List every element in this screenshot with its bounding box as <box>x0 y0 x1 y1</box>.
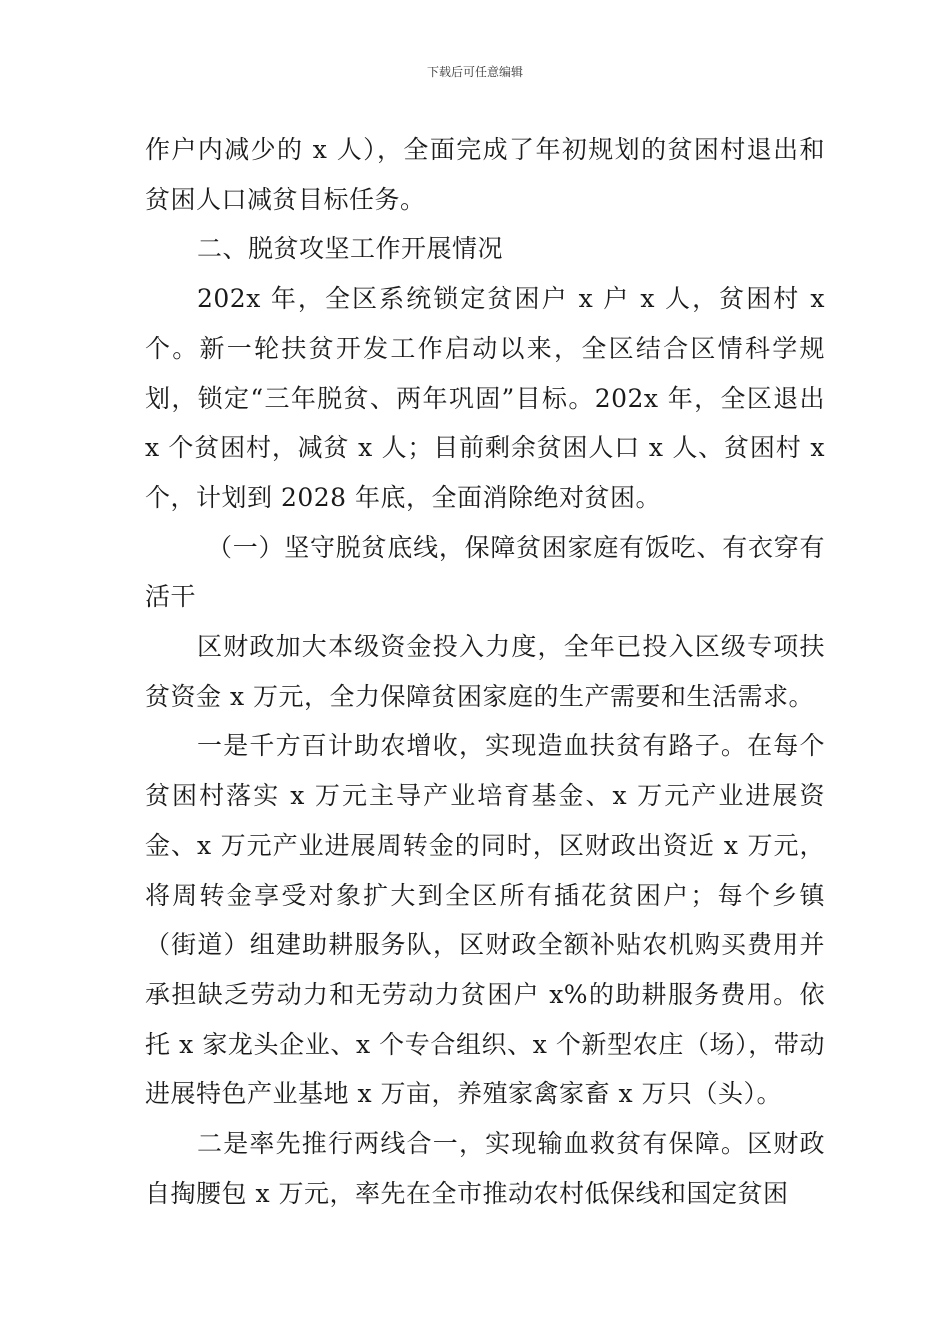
paragraph-point-one: 一是千方百计助农增收，实现造血扶贫有路子。在每个贫困村落实 x 万元主导产业培育基金、x 万元产业进展资金、x 万元产业进展周转金的同时，区财政出资近 x 万元，将周转金享受对象扩大到全区所有插花贫困户；每个乡镇（街道）组建助耕服务队，区财政全额补贴农机购买费用并承担缺乏劳动力和无劳动力贫困户 x%的助耕服务费用。依托 x 家龙头企业、x 个专合组织、x 个新型农庄（场），带动进展特色产业基地 x 万亩，养殖家禽家畜 x 万只（头）。 <box>145 731 825 1109</box>
paragraph-funding: 区财政加大本级资金投入力度，全年已投入区级专项扶贫资金 x 万元，全力保障贫困家庭的生产需要和生活需求。 <box>145 632 825 711</box>
section-heading: 二、脱贫攻坚工作开展情况 <box>197 234 504 264</box>
document-body <box>145 125 825 1218</box>
paragraph-continuation: 作户内减少的 x 人），全面完成了年初规划的贫困村退出和贫困人口减贫目标任务。 <box>145 135 825 214</box>
subsection-heading: （一）坚守脱贫底线，保障贫困家庭有饭吃、有衣穿有活干 <box>145 532 825 612</box>
paragraph-point-two: 二是率先推行两线合一，实现输血救贫有保障。区财政自掏腰包 x 万元，率先在全市推动农村低保线和国定贫困 <box>145 1129 825 1208</box>
page-header: 下载后可任意编辑 <box>426 65 523 79</box>
paragraph-overview: 202x 年，全区系统锁定贫困户 x 户 x 人，贫困村 x 个。新一轮扶贫开发工作启动以来，全区结合区情科学规划，锁定“三年脱贫、两年巩固”目标。202x 年，全区退出 x 个贫困村，减贫 x 人；目前剩余贫困人口 x 人、贫困村 x 个，计划到 2028 年底，全面消除绝对贫困。 <box>145 284 825 512</box>
